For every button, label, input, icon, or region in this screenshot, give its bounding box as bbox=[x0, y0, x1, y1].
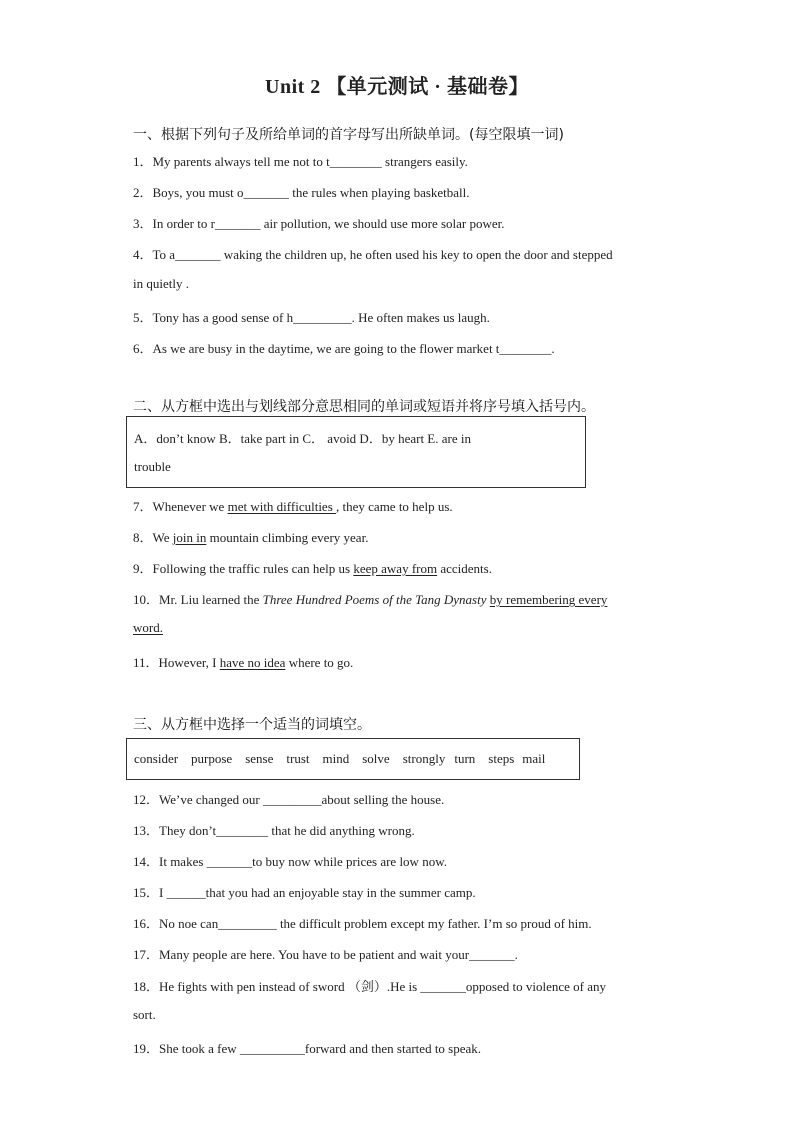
section-2-heading: 二、从方框中选出与划线部分意思相同的单词或短语并将序号填入括号内。 bbox=[133, 399, 595, 415]
question-4-line-1: 4．To a_______ waking the children up, he often used his key to open the door and stepped bbox=[133, 247, 613, 262]
word-trust: trust bbox=[286, 751, 310, 766]
word-solve: solve bbox=[362, 751, 390, 766]
question-11-text-end: where to go. bbox=[285, 655, 354, 670]
question-9-text-end: accidents. bbox=[437, 561, 492, 576]
question-11 bbox=[133, 652, 353, 671]
question-11-text: 11．However, I bbox=[133, 655, 220, 670]
question-15: 15．I ______that you had an enjoyable stay in the summer camp. bbox=[133, 885, 476, 900]
options-line-1: A．don’t know B．take part in C． avoid D．by heart E. are in bbox=[134, 431, 471, 446]
question-10-text: 10．Mr. Liu learned the bbox=[133, 592, 263, 607]
word-mail: mail bbox=[522, 751, 546, 766]
question-10-italic-title: Three Hundred Poems of the Tang Dynasty bbox=[262, 592, 487, 607]
section-3-heading: 三、从方框中选择一个适当的词填空。 bbox=[133, 717, 371, 733]
question-19: 19．She took a few __________forward and then started to speak. bbox=[133, 1041, 482, 1056]
question-4-line-2: in quietly . bbox=[133, 276, 189, 291]
word-purpose: purpose bbox=[191, 751, 233, 766]
word-strongly: strongly bbox=[402, 751, 446, 766]
question-8-text-end: mountain climbing every year. bbox=[206, 530, 369, 545]
word-steps: steps bbox=[488, 751, 515, 766]
question-13: 13．They don’t________ that he did anything wrong. bbox=[133, 823, 415, 838]
question-10-line-2 bbox=[133, 620, 163, 636]
section-1-heading: 一、根据下列句子及所给单词的首字母写出所缺单词。(每空限填一词) bbox=[133, 127, 564, 143]
question-1: 1．My parents always tell me not to t________ strangers easily. bbox=[133, 154, 468, 169]
question-10-underlined-end: word. bbox=[133, 620, 163, 635]
word-turn: turn bbox=[454, 751, 476, 766]
question-7-underlined: met with difficulties bbox=[227, 499, 337, 514]
question-7-text: 7．Whenever we bbox=[133, 499, 228, 514]
question-6: 6．As we are busy in the daytime, we are going to the flower market t________. bbox=[133, 341, 555, 356]
question-7-text-end: , they came to help us. bbox=[336, 499, 453, 514]
word-bank bbox=[134, 751, 545, 767]
question-8 bbox=[133, 527, 368, 546]
question-7 bbox=[133, 496, 453, 515]
question-12: 12．We’ve changed our _________about selling the house. bbox=[133, 792, 445, 807]
options-line-2: trouble bbox=[134, 459, 171, 474]
word-sense: sense bbox=[245, 751, 274, 766]
question-10-line-1 bbox=[133, 589, 607, 608]
question-18-line-1: 18．He fights with pen instead of sword （剑）.He is _______opposed to violence of any bbox=[133, 979, 606, 994]
question-14: 14．It makes _______to buy now while prices are low now. bbox=[133, 854, 447, 869]
question-8-text: 8．We bbox=[133, 530, 173, 545]
question-5: 5．Tony has a good sense of h_________. He often makes us laugh. bbox=[133, 310, 490, 325]
word-bank-box bbox=[126, 738, 580, 780]
question-8-underlined: join in bbox=[172, 530, 207, 545]
question-16: 16．No noe can_________ the difficult problem except my father. I’m so proud of him. bbox=[133, 916, 592, 931]
question-17: 17．Many people are here. You have to be patient and wait your_______. bbox=[133, 947, 518, 962]
page-title: Unit 2 【单元测试 · 基础卷】 bbox=[265, 76, 529, 98]
word-consider: consider bbox=[134, 751, 179, 766]
question-9-text: 9．Following the traffic rules can help us bbox=[133, 561, 354, 576]
question-11-underlined: have no idea bbox=[219, 655, 286, 670]
question-9-underlined: keep away from bbox=[353, 561, 438, 576]
question-2: 2．Boys, you must o_______ the rules when playing basketball. bbox=[133, 185, 470, 200]
question-3: 3．In order to r_______ air pollution, we should use more solar power. bbox=[133, 216, 505, 231]
question-9 bbox=[133, 558, 492, 577]
question-10-underlined: by remembering every bbox=[489, 592, 608, 607]
options-box bbox=[126, 416, 586, 488]
question-18-line-2: sort. bbox=[133, 1007, 156, 1022]
word-mind: mind bbox=[322, 751, 350, 766]
